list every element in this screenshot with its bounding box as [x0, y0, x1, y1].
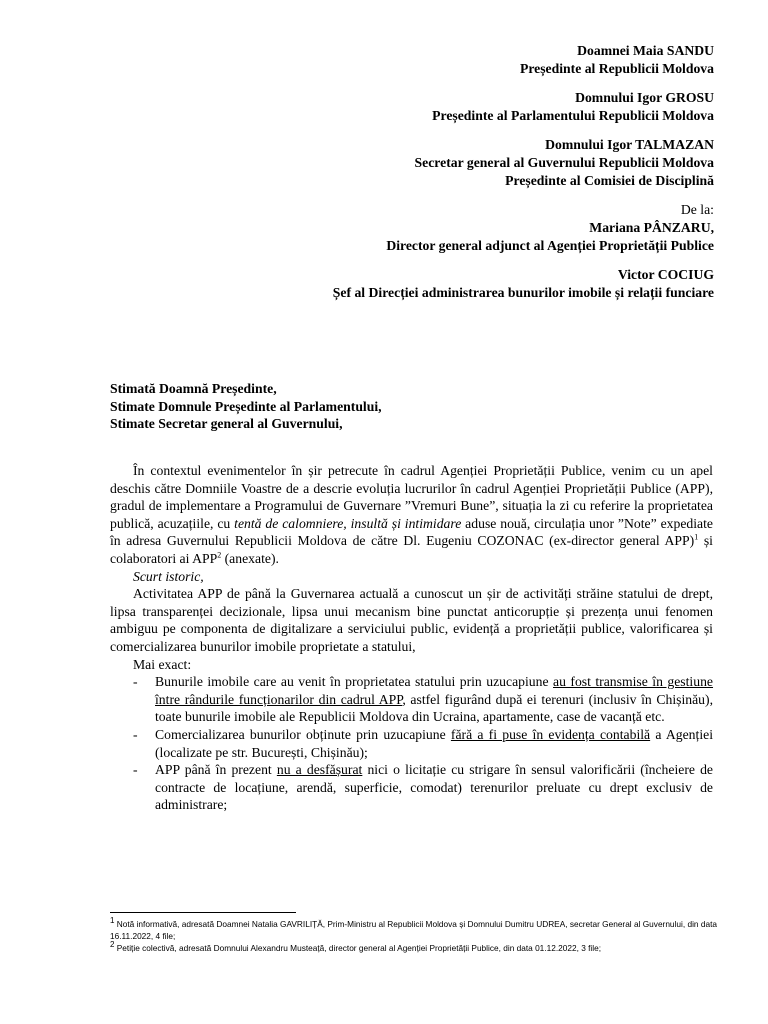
intro-paragraph	[110, 462, 713, 568]
intro-text: și colaboratori ai APP	[110, 533, 713, 566]
list-item	[110, 726, 713, 761]
footnote-divider	[110, 912, 296, 913]
footnote-1	[110, 918, 720, 942]
list-item	[110, 673, 713, 726]
salutation-line: Stimate Secretar general al Guvernului,	[110, 416, 343, 431]
letter-body	[110, 462, 713, 814]
intro-italic-text: tentă de calomniere, insultă și intimidare	[234, 515, 462, 531]
recipient-grosu	[333, 89, 714, 125]
sender-panzaru	[333, 201, 714, 255]
dash-bullet: -	[133, 674, 138, 690]
item-underlined-text: nu a desfășurat	[276, 762, 363, 778]
item-text: a Agenției (localizate pe str. București, Chișinău);	[155, 726, 714, 760]
intro-text: În contextul evenimentelor în șir petrecute în cadrul Agenției Proprietății Publice, venim cu un apel deschis către Domniile Voastre de a descrie evoluția lucrurilor în cadrul Agenției Proprietății Publice (APP), gradul de implementare a Programului de Guvernare ”Vremuri Bune”, situația la zi cu referire la proprietatea publică, acuzațiile, cu	[110, 463, 713, 531]
footnote-text: Petiție colectivă, adresată Domnului Alexandru Musteață, director general al Agenției Proprietății Publice, din data 01.12.2022, 3 file;	[114, 943, 602, 953]
footnote-2	[110, 942, 720, 954]
recipient-title: Președinte al Parlamentului Republicii Moldova	[432, 108, 714, 123]
more-exact-label: Mai exact:	[133, 656, 192, 672]
item-text: , astfel figurând după ei terenuri (inclusiv în Chișinău), toate bunurile imobile ale Republicii Moldova din Ucraina, apartamente, case de vacanță etc.	[155, 691, 714, 725]
recipient-name: Doamnei Maia SANDU	[577, 43, 714, 58]
issues-list	[110, 673, 713, 814]
sender-name: Victor COCIUG	[617, 267, 714, 282]
item-text: nici o licitație cu strigare în sensul valorificării (încheiere de contracte de locațiune, arendă, superficie, comodat) terenurilor preluate cu drept exclusiv de administrare;	[155, 762, 714, 813]
item-text: APP până în prezent	[155, 762, 277, 778]
footnote-ref-1[interactable]: 1	[694, 532, 699, 542]
intro-text: (anexate).	[221, 550, 279, 566]
recipient-title: Președinte al Republicii Moldova	[519, 61, 714, 76]
recipient-talmazan	[333, 136, 714, 190]
history-title: Scurt istoric,	[133, 568, 204, 584]
dash-bullet: -	[133, 726, 138, 742]
footnote-number: 1	[110, 916, 115, 926]
item-underlined-text: fără a fi puse în evidența contabilă	[450, 726, 651, 742]
footnote-ref-2[interactable]: 2	[217, 550, 222, 560]
history-paragraph: Activitatea APP de până la Guvernarea actuală a cunoscut un șir de activități străine statului de drept, lipsa transparenței decizionale, lipsa unui mecanism bine punctat anticorupție și prezența unui fenomen ambiguu pe componenta de digitalizare a serviciului public, evidență a proprietății publice, valorificarea și comercializarea bunurilor imobile proprietate a statului,	[110, 586, 713, 654]
footnote-text: Notă informativă, adresată Doamnei Natalia GAVRILIȚĂ, Prim-Ministru al Republicii Moldova și Domnului Dumitru UDREA, secretar General al Guvernului, din data 16.11.2022, 4 file;	[110, 919, 717, 941]
recipient-name: Domnului Igor TALMAZAN	[545, 137, 714, 152]
salutation	[110, 380, 382, 433]
footnotes	[110, 918, 720, 954]
recipients-block	[333, 42, 714, 313]
recipient-title: Președinte al Comisiei de Disciplină	[505, 173, 714, 188]
salutation-line: Stimată Doamnă Președinte,	[110, 381, 277, 396]
intro-text: aduse nouă, circulația unor ”Note” expediate în adresa Guvernului Republicii Moldova de către Dl. Eugeniu COZONAC (ex-director general APP)	[110, 515, 714, 549]
salutation-line: Stimate Domnule Președinte al Parlamentului,	[110, 398, 382, 414]
recipient-name: Domnului Igor GROSU	[575, 90, 714, 105]
recipient-title: Secretar general al Guvernului Republicii Moldova	[414, 155, 714, 170]
sender-name: Mariana PÂNZARU,	[589, 220, 714, 235]
sender-title: Director general adjunct al Agenției Proprietății Publice	[386, 238, 714, 253]
item-text: Comercializarea bunurilor obținute prin uzucapiune	[155, 726, 451, 742]
item-underlined-text: au fost transmise în gestiune între rândurile funcționarilor din cadrul APP	[155, 674, 714, 707]
sender-title: Șef al Direcției administrarea bunurilor imobile și relații funciare	[332, 285, 714, 300]
sender-cociug	[333, 266, 714, 302]
from-label: De la:	[680, 202, 714, 217]
footnote-number: 2	[110, 940, 115, 950]
item-text: Bunurile imobile care au venit în proprietatea statului prin uzucapiune	[155, 674, 554, 690]
list-item	[110, 761, 713, 814]
dash-bullet: -	[133, 762, 138, 778]
recipient-sandu	[333, 42, 714, 78]
